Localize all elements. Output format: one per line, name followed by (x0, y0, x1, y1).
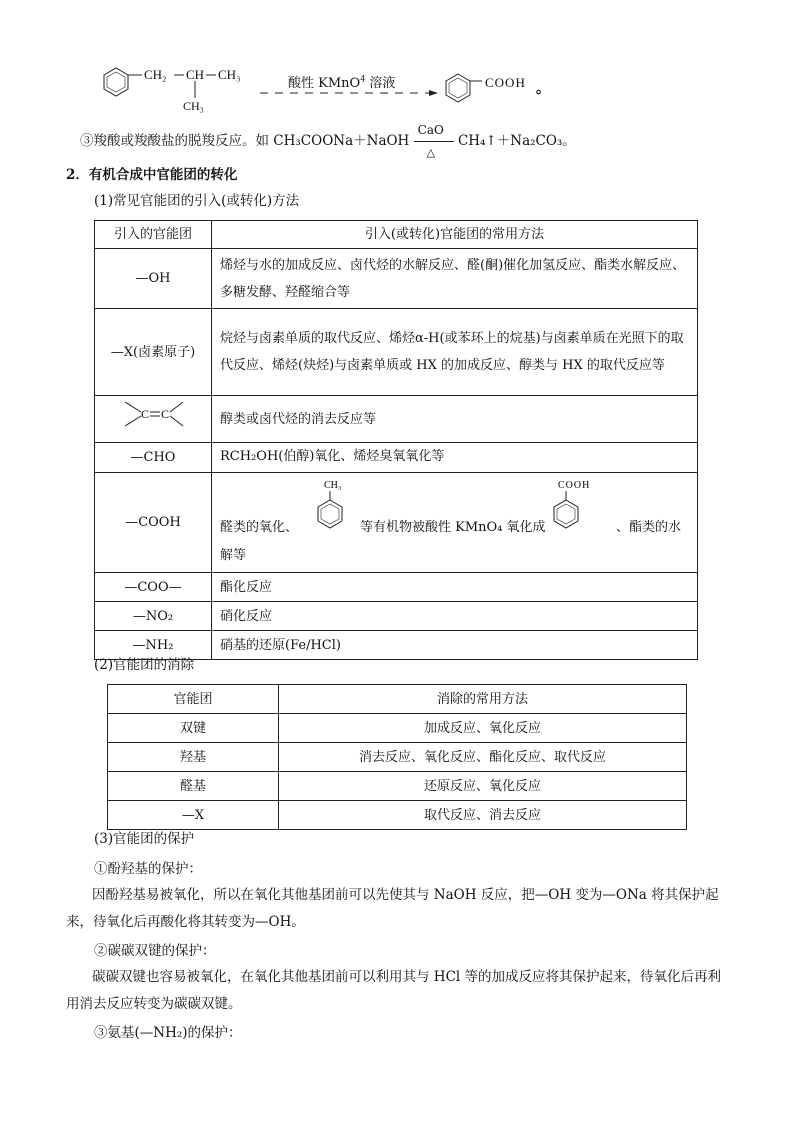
cooh-method-part-c: 、酯类的水 (616, 519, 682, 535)
table1-header-group: 引入的官能团 (95, 221, 212, 249)
heat-symbol: △ (426, 145, 436, 159)
toluene-ch3-label: CH₃ (324, 479, 342, 491)
table1-method-ester: 酯化反应 (212, 573, 698, 602)
cooh-method-part-d: 解等 (220, 547, 247, 563)
table1-group-alkene (95, 396, 212, 443)
table1-header-method: 引入(或转化)官能团的常用方法 (212, 221, 698, 249)
table2-method-halogen: 取代反应、消去反应 (279, 801, 687, 830)
protect2-title: ②碳碳双键的保护： (94, 943, 216, 959)
table1-method-x: 烷烃与卤素单质的取代反应、烯烃α-H(或苯环上的烷基)与卤素单质在光照下的取代反应、烯烃(炔烃)与卤素单质或 HX 的加成反应、醇类与 HX 的取代反应等 (212, 309, 698, 396)
table2-method-aldehyde: 还原反应、氧化反应 (279, 772, 687, 801)
table2-header-group: 官能团 (108, 685, 279, 714)
product-cooh: COOH (485, 75, 526, 90)
decarboxylation-suffix: CH₄↑＋Na₂CO₃。 (457, 133, 576, 149)
dashed-reaction-arrow (258, 88, 440, 98)
table2-method-double-bond: 加成反应、氧化反应 (279, 714, 687, 743)
table2-group-aldehyde: 醛基 (108, 772, 279, 801)
sub1-heading: (1)常见官能团的引入(或转化)方法 (94, 193, 300, 209)
table1-method-cooh (212, 473, 698, 573)
table1-group-nh2: —NH₂ (95, 631, 212, 660)
reactant-ch3-right: CH₃ (218, 67, 241, 82)
table2-group-halogen: —X (108, 801, 279, 830)
benzoic-acid-table-structure (548, 478, 604, 534)
sub2-heading: (2)官能团的消除 (94, 657, 195, 673)
toluene-structure (312, 478, 352, 534)
cooh-method-part-b: 等有机物被酸性 KMnO₄ 氧化成 (360, 519, 546, 535)
table1-method-no2: 硝化反应 (212, 602, 698, 631)
sub3-heading: (3)官能团的保护 (94, 831, 195, 847)
table1-method-cho: RCH₂OH(伯醇)氧化、烯烃臭氧氧化等 (212, 443, 698, 473)
benzoic-cooh-label: COOH (558, 479, 591, 491)
table1-method-oh: 烯烃与水的加成反应、卤代烃的水解反应、醛(酮)催化加氢反应、酯类水解反应、多糖发酵、羟醛缩合等 (212, 249, 698, 309)
table1-group-no2: —NO₂ (95, 602, 212, 631)
reaction-condition-arrow (414, 122, 454, 159)
table1-group-oh: —OH (95, 249, 212, 309)
reaction-period: 。 (536, 81, 550, 97)
table1-group-x: —X(卤素原子) (95, 309, 212, 396)
table2-group-double-bond: 双键 (108, 714, 279, 743)
catalyst-cao: CaO (417, 122, 444, 137)
section2-heading: 2．有机合成中官能团的转化 (66, 167, 238, 183)
protect3-title: ③氨基(—NH₂)的保护： (94, 1025, 242, 1041)
introduction-table (94, 220, 698, 660)
decarboxylation-line (80, 122, 576, 159)
reaction-condition: 酸性 KMnO$^4$ 溶液 (288, 74, 396, 91)
protect2-text: 碳碳双键也容易被氧化，在氧化其他基团前可以利用其与 HCl 等的加成反应将其保护起来，待氧化后再利用消去反应转变为碳碳双键。 (66, 969, 722, 1012)
svg-text:C: C (161, 407, 170, 421)
protect1-text: 因酚羟基易被氧化，所以在氧化其他基团前可以先使其与 NaOH 反应，把—OH 变为—ONa 将其保护起来，待氧化后再酸化将其转变为—OH。 (66, 887, 719, 930)
reactant-ch3-bottom: CH₃ (183, 99, 204, 113)
table1-method-nh2: 硝基的还原(Fe/HCl) (212, 631, 698, 660)
table2-group-hydroxyl: 羟基 (108, 743, 279, 772)
alkene-structure (113, 396, 193, 432)
protect1-title: ①酚羟基的保护： (94, 861, 202, 877)
table2-method-hydroxyl: 消去反应、氧化反应、酯化反应、取代反应 (279, 743, 687, 772)
table2-header-method: 消除的常用方法 (279, 685, 687, 714)
reactant-ch: CH (186, 67, 205, 82)
decarboxylation-prefix: ③羧酸或羧酸盐的脱羧反应。如 CH₃COONa＋NaOH (80, 133, 410, 149)
table1-group-cho: —CHO (95, 443, 212, 473)
cooh-method-part-a: 醛类的氧化、 (220, 519, 299, 535)
reactant-ch2: CH₂ (144, 67, 167, 82)
elimination-table (107, 684, 687, 830)
svg-text:C: C (141, 407, 150, 421)
table1-group-cooh: —COOH (95, 473, 212, 573)
table1-method-alkene: 醇类或卤代烃的消去反应等 (212, 396, 698, 443)
table1-group-ester: —COO— (95, 573, 212, 602)
